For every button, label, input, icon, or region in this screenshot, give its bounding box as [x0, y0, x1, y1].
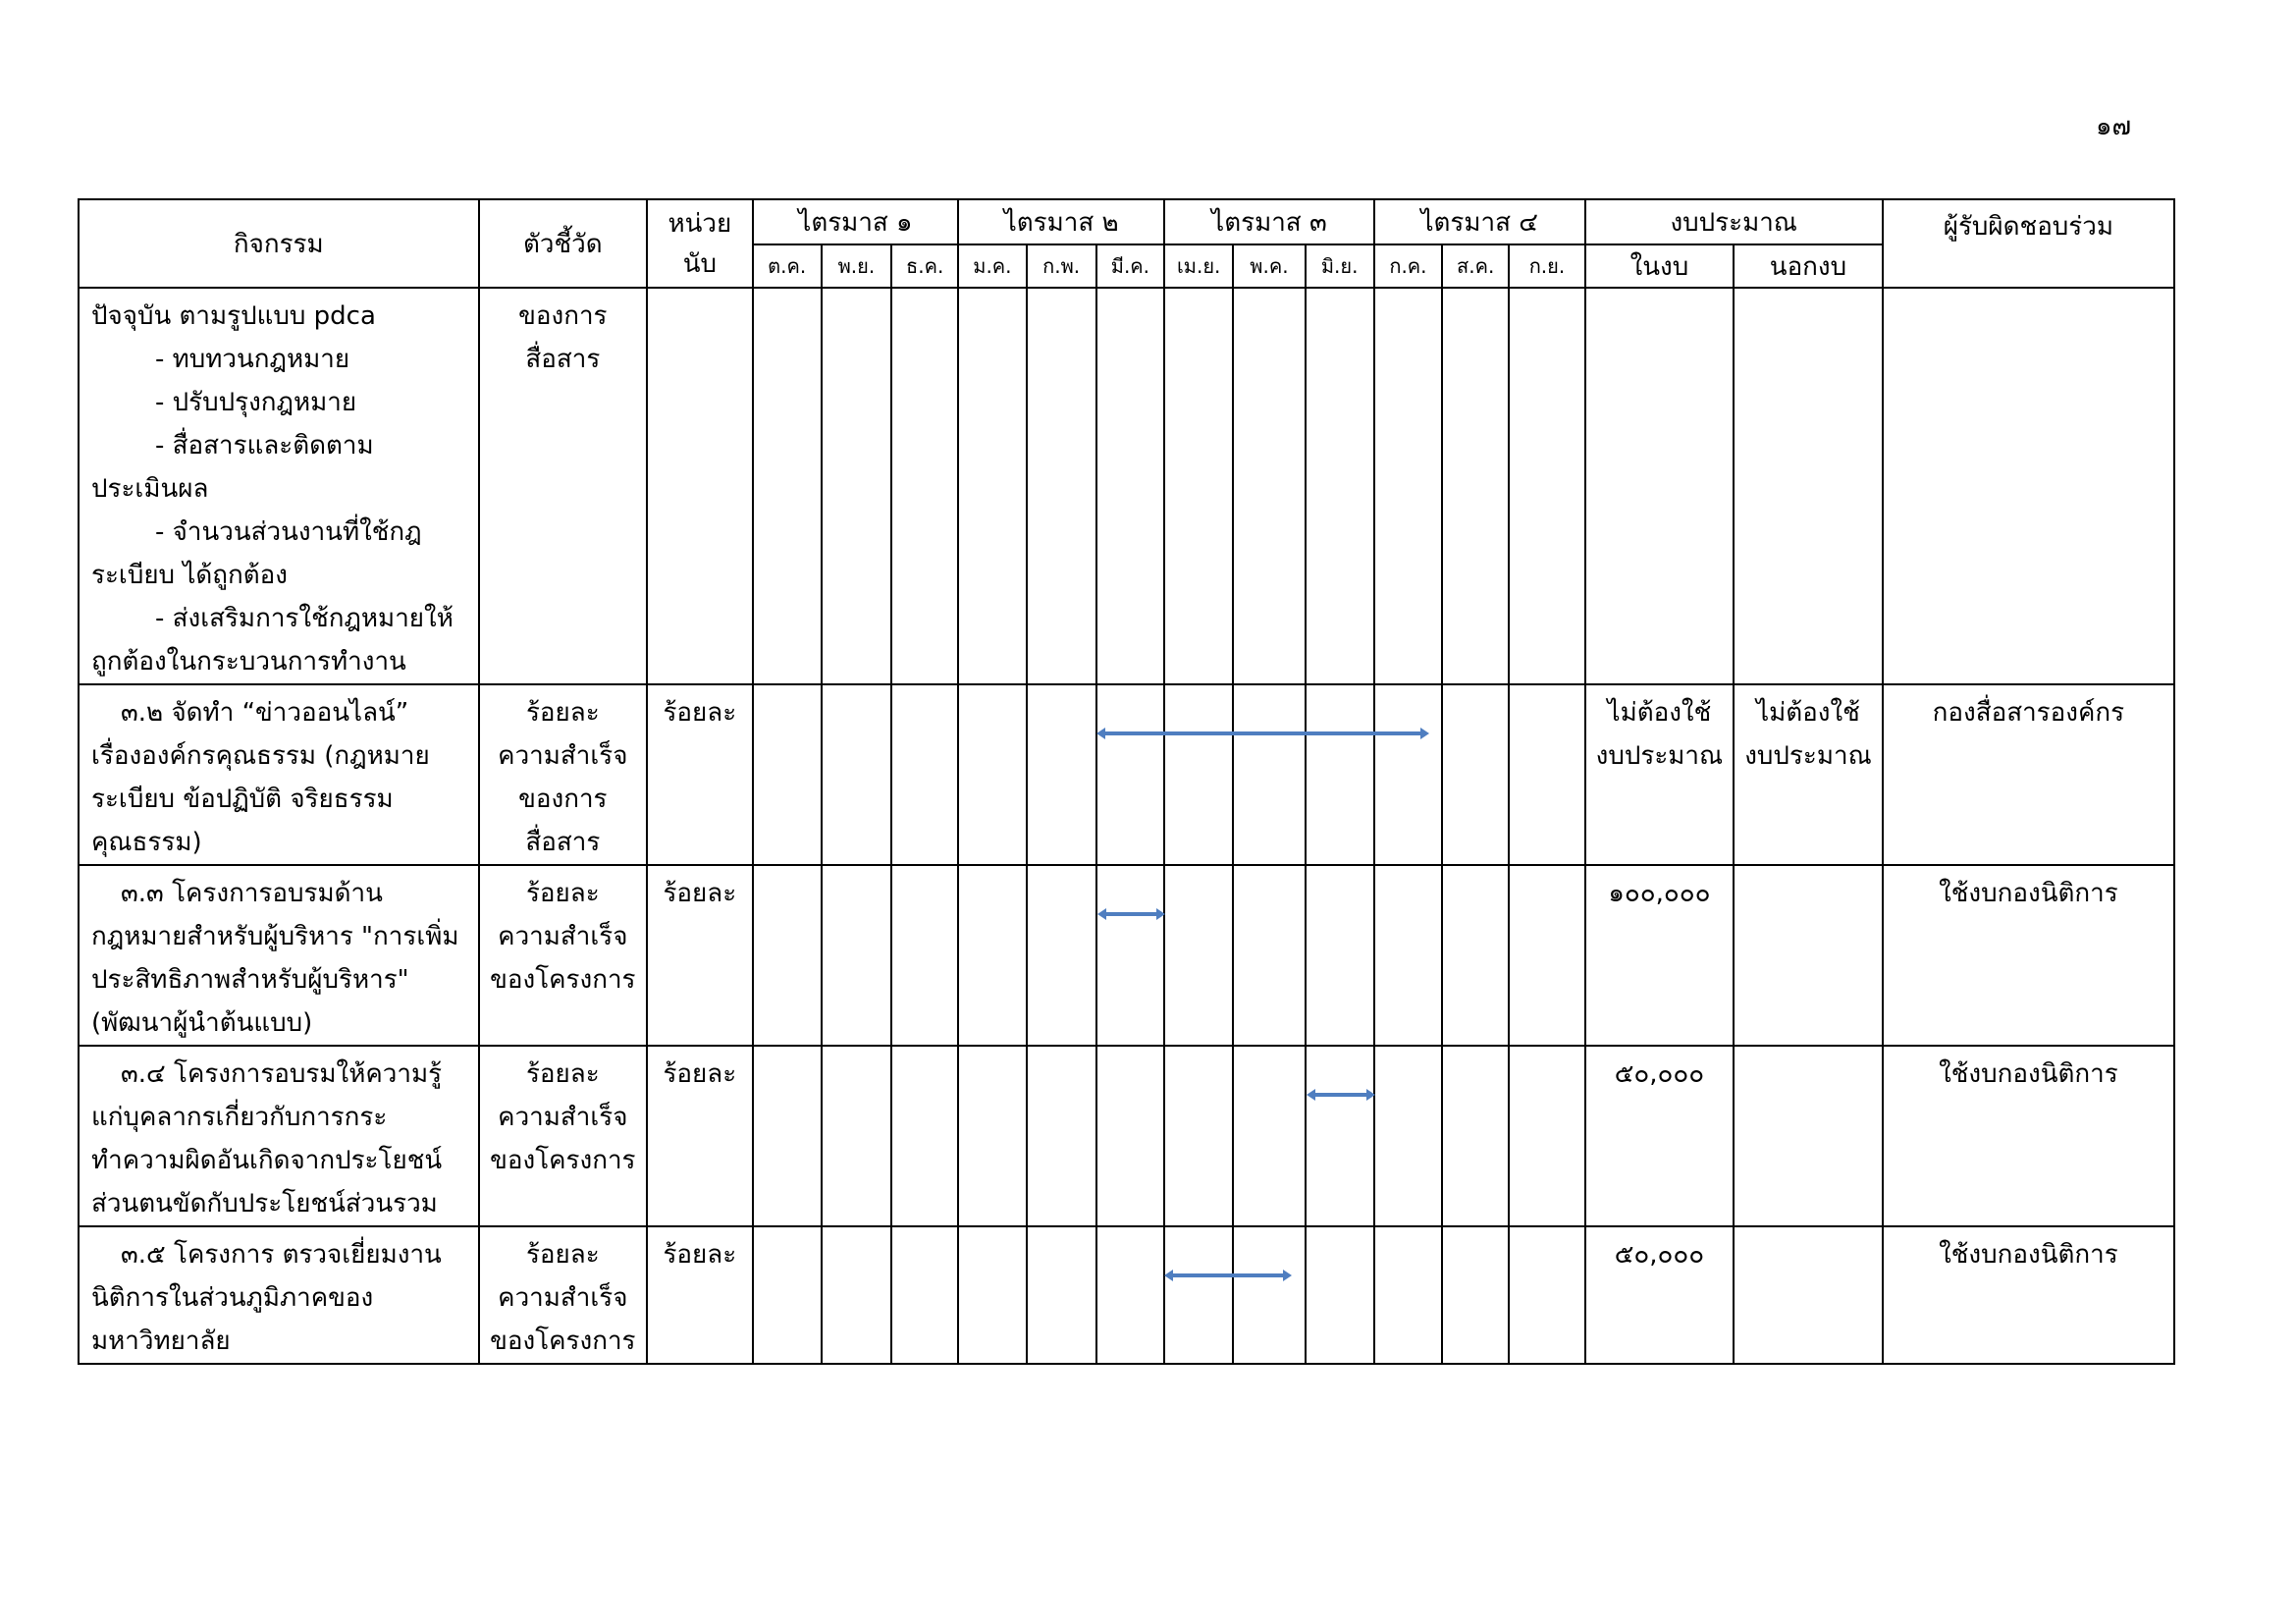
header-quarter-1: ไตรมาส ๑	[753, 199, 959, 244]
activity-line: ระเบียบ ได้ถูกต้อง	[91, 561, 288, 590]
responsible-cell: ใช้งบกองนิติการ	[1883, 1046, 2174, 1226]
month-cell	[1509, 288, 1584, 684]
header-row-1	[79, 199, 2174, 244]
month-cell	[822, 1226, 891, 1364]
budget-in-cell	[1585, 288, 1735, 684]
month-cell	[1442, 288, 1509, 684]
unit-cell: ร้อยละ	[647, 865, 752, 1046]
activity-line: - ส่งเสริมการใช้กฎหมายให้	[155, 604, 454, 633]
activity-cell	[79, 288, 479, 684]
month-cell	[1027, 1226, 1096, 1364]
header-budget: งบประมาณ	[1585, 199, 1883, 244]
month-cell	[891, 865, 958, 1046]
responsible-cell: ใช้งบกองนิติการ	[1883, 1226, 2174, 1364]
indicator-cell: ร้อยละ ความสำเร็จ ของโครงการ	[479, 1226, 648, 1364]
month-cell	[753, 1046, 822, 1226]
header-month: ก.พ.	[1027, 244, 1096, 288]
month-cell	[1233, 1046, 1305, 1226]
month-cell	[822, 1046, 891, 1226]
activity-cell	[79, 1046, 479, 1226]
month-cell	[1374, 684, 1442, 865]
header-month: ส.ค.	[1442, 244, 1509, 288]
table-row	[79, 865, 2174, 1046]
activity-line: ปัจจุบัน ตามรูปแบบ pdca	[91, 301, 376, 331]
header-quarter-3: ไตรมาส ๓	[1164, 199, 1374, 244]
month-cell	[958, 684, 1026, 865]
activity-line: - สื่อสารและติดตาม	[155, 431, 374, 460]
month-cell	[1096, 1226, 1164, 1364]
month-cell	[958, 1046, 1026, 1226]
budget-out-cell	[1734, 1226, 1883, 1364]
header-indicator: ตัวชี้วัด	[479, 199, 648, 288]
month-cell	[1374, 288, 1442, 684]
header-budget-in: ในงบ	[1585, 244, 1735, 288]
budget-out-cell	[1734, 288, 1883, 684]
header-month: ม.ค.	[958, 244, 1026, 288]
month-cell	[1233, 684, 1305, 865]
month-cell	[753, 684, 822, 865]
header-unit: หน่วยนับ	[647, 199, 752, 288]
activity-plan-table	[78, 198, 2175, 1365]
month-cell	[1096, 288, 1164, 684]
month-cell	[1096, 1046, 1164, 1226]
month-cell	[958, 865, 1026, 1046]
month-cell	[753, 1226, 822, 1364]
activity-text: ๓.๓ โครงการอบรมด้านกฎหมายสำหรับผู้บริหาร "การเพิ่มประสิทธิภาพสำหรับผู้บริหาร" (พัฒนาผู้นำต้นแบบ)	[91, 879, 459, 1038]
activity-line: - ปรับปรุงกฎหมาย	[155, 388, 357, 417]
month-cell	[1164, 684, 1233, 865]
header-month: ธ.ค.	[891, 244, 958, 288]
budget-in-cell: ไม่ต้องใช้ งบประมาณ	[1585, 684, 1735, 865]
activity-line: - จำนวนส่วนงานที่ใช้กฎ	[155, 517, 422, 547]
unit-cell: ร้อยละ	[647, 684, 752, 865]
month-cell	[822, 865, 891, 1046]
month-cell	[822, 288, 891, 684]
header-month: ก.ค.	[1374, 244, 1442, 288]
indicator-cell: ร้อยละ ความสำเร็จ ของโครงการ	[479, 1046, 648, 1226]
month-cell	[1509, 1226, 1584, 1364]
month-cell	[891, 1226, 958, 1364]
budget-out-cell	[1734, 865, 1883, 1046]
month-cell	[1164, 288, 1233, 684]
responsible-cell	[1883, 288, 2174, 684]
header-month: พ.ย.	[822, 244, 891, 288]
responsible-cell: ใช้งบกองนิติการ	[1883, 865, 2174, 1046]
month-cell	[1509, 684, 1584, 865]
header-month: มี.ค.	[1096, 244, 1164, 288]
budget-in-cell: ๕๐,๐๐๐	[1585, 1046, 1735, 1226]
month-cell	[1027, 865, 1096, 1046]
month-cell	[1306, 684, 1374, 865]
table-row	[79, 288, 2174, 684]
budget-in-cell: ๕๐,๐๐๐	[1585, 1226, 1735, 1364]
month-cell	[958, 1226, 1026, 1364]
header-month: ก.ย.	[1509, 244, 1584, 288]
activity-text: ๓.๕ โครงการ ตรวจเยี่ยมงานนิติการในส่วนภูมิภาคของมหาวิทยาลัย	[91, 1240, 442, 1356]
month-cell	[753, 865, 822, 1046]
month-cell	[1233, 865, 1305, 1046]
month-cell	[1374, 1226, 1442, 1364]
header-quarter-4: ไตรมาส ๔	[1374, 199, 1585, 244]
unit-cell: ร้อยละ	[647, 1046, 752, 1226]
header-quarter-2: ไตรมาส ๒	[958, 199, 1164, 244]
activity-cell	[79, 1226, 479, 1364]
month-cell	[1027, 1046, 1096, 1226]
month-cell	[1509, 865, 1584, 1046]
activity-cell	[79, 865, 479, 1046]
month-cell	[1306, 1226, 1374, 1364]
indicator-cell: ของการ สื่อสาร	[479, 288, 648, 684]
activity-cell	[79, 684, 479, 865]
month-cell	[753, 288, 822, 684]
month-cell	[1306, 865, 1374, 1046]
schedule-arrow	[1105, 912, 1157, 916]
month-cell	[1442, 865, 1509, 1046]
month-cell	[1096, 684, 1164, 865]
budget-out-cell: ไม่ต้องใช้ งบประมาณ	[1734, 684, 1883, 865]
month-cell	[1374, 1046, 1442, 1226]
header-month: พ.ค.	[1233, 244, 1305, 288]
month-cell	[958, 288, 1026, 684]
table-row	[79, 1046, 2174, 1226]
unit-cell	[647, 288, 752, 684]
indicator-cell: ร้อยละ ความสำเร็จ ของโครงการ	[479, 865, 648, 1046]
header-responsible: ผู้รับผิดชอบร่วม	[1883, 199, 2174, 288]
month-cell	[1164, 1226, 1233, 1364]
month-cell	[1164, 1046, 1233, 1226]
activity-line: ถูกต้องในกระบวนการทำงาน	[91, 647, 406, 677]
month-cell	[1096, 865, 1164, 1046]
header-month: ต.ค.	[753, 244, 822, 288]
budget-in-cell: ๑๐๐,๐๐๐	[1585, 865, 1735, 1046]
activity-text: ๓.๔ โครงการอบรมให้ความรู้แก่บุคลากรเกี่ยวกับการกระทำความผิดอันเกิดจากประโยชน์ส่วนตนขัดกับประโยชน์ส่วนรวม	[91, 1059, 443, 1218]
month-cell	[891, 288, 958, 684]
month-cell	[1233, 1226, 1305, 1364]
month-cell	[1306, 288, 1374, 684]
month-cell	[1442, 684, 1509, 865]
activity-line: ประเมินผล	[91, 474, 209, 504]
table-row	[79, 1226, 2174, 1364]
page-number: ๑๗	[2095, 112, 2131, 141]
header-month: เม.ย.	[1164, 244, 1233, 288]
header-budget-out: นอกงบ	[1734, 244, 1883, 288]
month-cell	[1164, 865, 1233, 1046]
month-cell	[891, 1046, 958, 1226]
month-cell	[822, 684, 891, 865]
month-cell	[891, 684, 958, 865]
month-cell	[1442, 1226, 1509, 1364]
header-activity: กิจกรรม	[79, 199, 479, 288]
month-cell	[1509, 1046, 1584, 1226]
month-cell	[1027, 288, 1096, 684]
month-cell	[1233, 288, 1305, 684]
month-cell	[1027, 684, 1096, 865]
month-cell	[1442, 1046, 1509, 1226]
activity-line: - ทบทวนกฎหมาย	[155, 345, 350, 374]
month-cell	[1306, 1046, 1374, 1226]
header-month: มิ.ย.	[1306, 244, 1374, 288]
indicator-cell: ร้อยละ ความสำเร็จ ของการ สื่อสาร	[479, 684, 648, 865]
unit-cell: ร้อยละ	[647, 1226, 752, 1364]
budget-out-cell	[1734, 1046, 1883, 1226]
schedule-arrow	[1314, 1093, 1367, 1097]
activity-text: ๓.๒ จัดทำ “ข่าวออนไลน์” เรื่ององค์กรคุณธรรม (กฎหมาย ระเบียบ ข้อปฏิบัติ จริยธรรม คุณธรรม)	[91, 698, 430, 857]
responsible-cell: กองสื่อสารองค์กร	[1883, 684, 2174, 865]
month-cell	[1374, 865, 1442, 1046]
table-row	[79, 684, 2174, 865]
